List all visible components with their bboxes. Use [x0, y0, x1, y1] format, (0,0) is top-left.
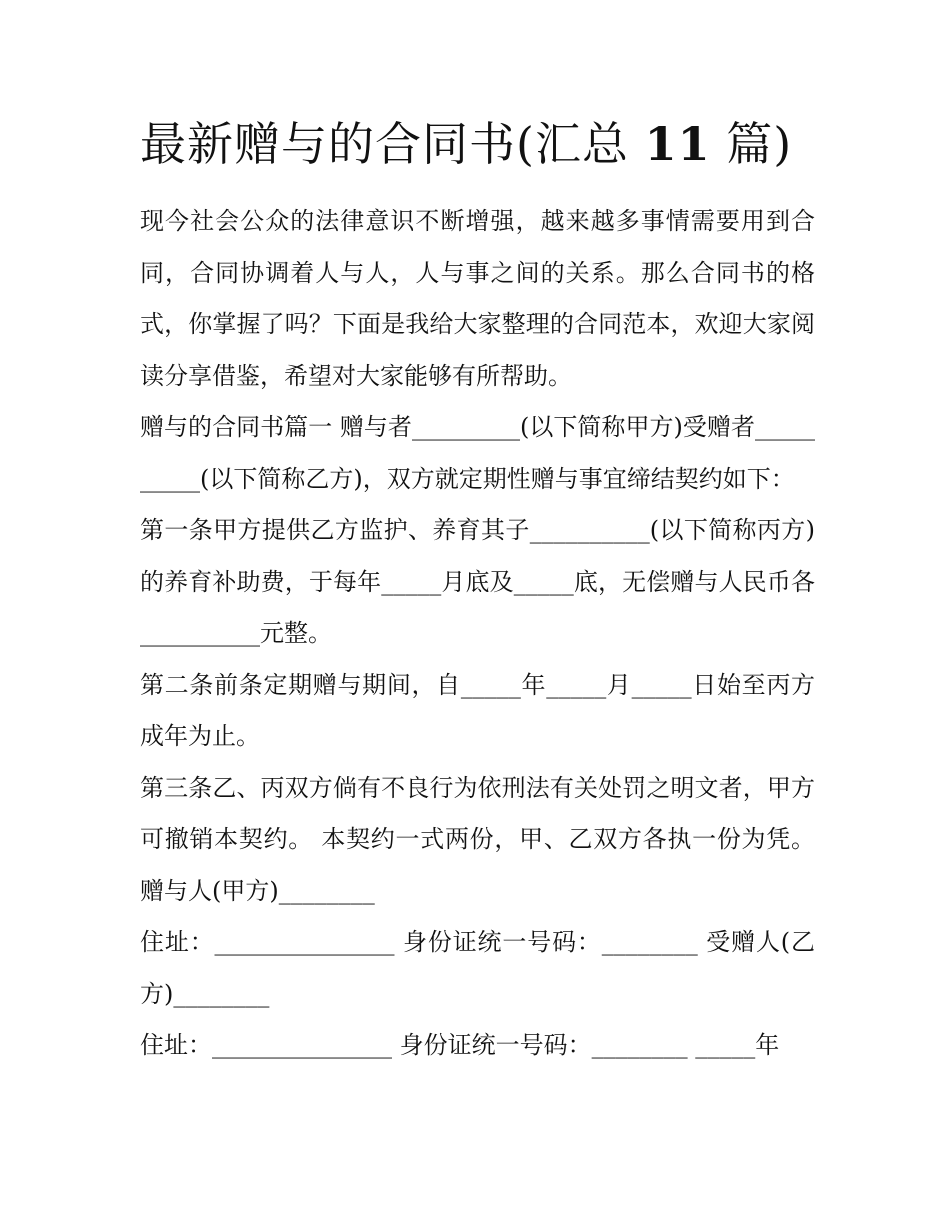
- document-body: [140, 196, 815, 1072]
- title-suffix: 篇): [710, 117, 793, 171]
- contract-preamble-paragraph: 赠与的合同书篇一 赠与者_________(以下简称甲方)受赠者__________(以下简称乙方)，双方就定期性赠与事宜缔结契约如下：: [140, 413, 815, 493]
- document-title: [140, 112, 840, 176]
- article-one-paragraph: 第一条甲方提供乙方监护、养育其子__________(以下简称丙方)的养育补助费，于每年_____月底及_____底，无偿赠与人民币各__________元整。: [140, 516, 815, 647]
- intro-paragraph: 现今社会公众的法律意识不断增强，越来越多事情需要用到合同，合同协调着人与人，人与事之间的关系。那么合同书的格式，你掌握了吗？下面是我给大家整理的合同范本，欢迎大家阅读分享借鉴，希望对大家能够有所帮助。: [140, 207, 815, 390]
- article-two-paragraph: 第二条前条定期赠与期间，自_____年_____月_____日始至丙方成年为止。: [140, 670, 815, 750]
- donor-address-paragraph: 住址：_______________ 身份证统一号码：________ 受赠人(乙方)________: [140, 928, 815, 1008]
- article-three-paragraph: 第三条乙、丙双方倘有不良行为依刑法有关处罚之明文者，甲方可撤销本契约。 本契约一式两份，甲、乙双方各执一份为凭。 赠与人(甲方)________: [140, 773, 815, 905]
- title-text: 最新赠与的合同书(汇总: [140, 117, 645, 171]
- title-number: 11: [644, 117, 711, 171]
- recipient-address-paragraph: 住址：_______________ 身份证统一号码：________ _____年: [140, 1031, 780, 1059]
